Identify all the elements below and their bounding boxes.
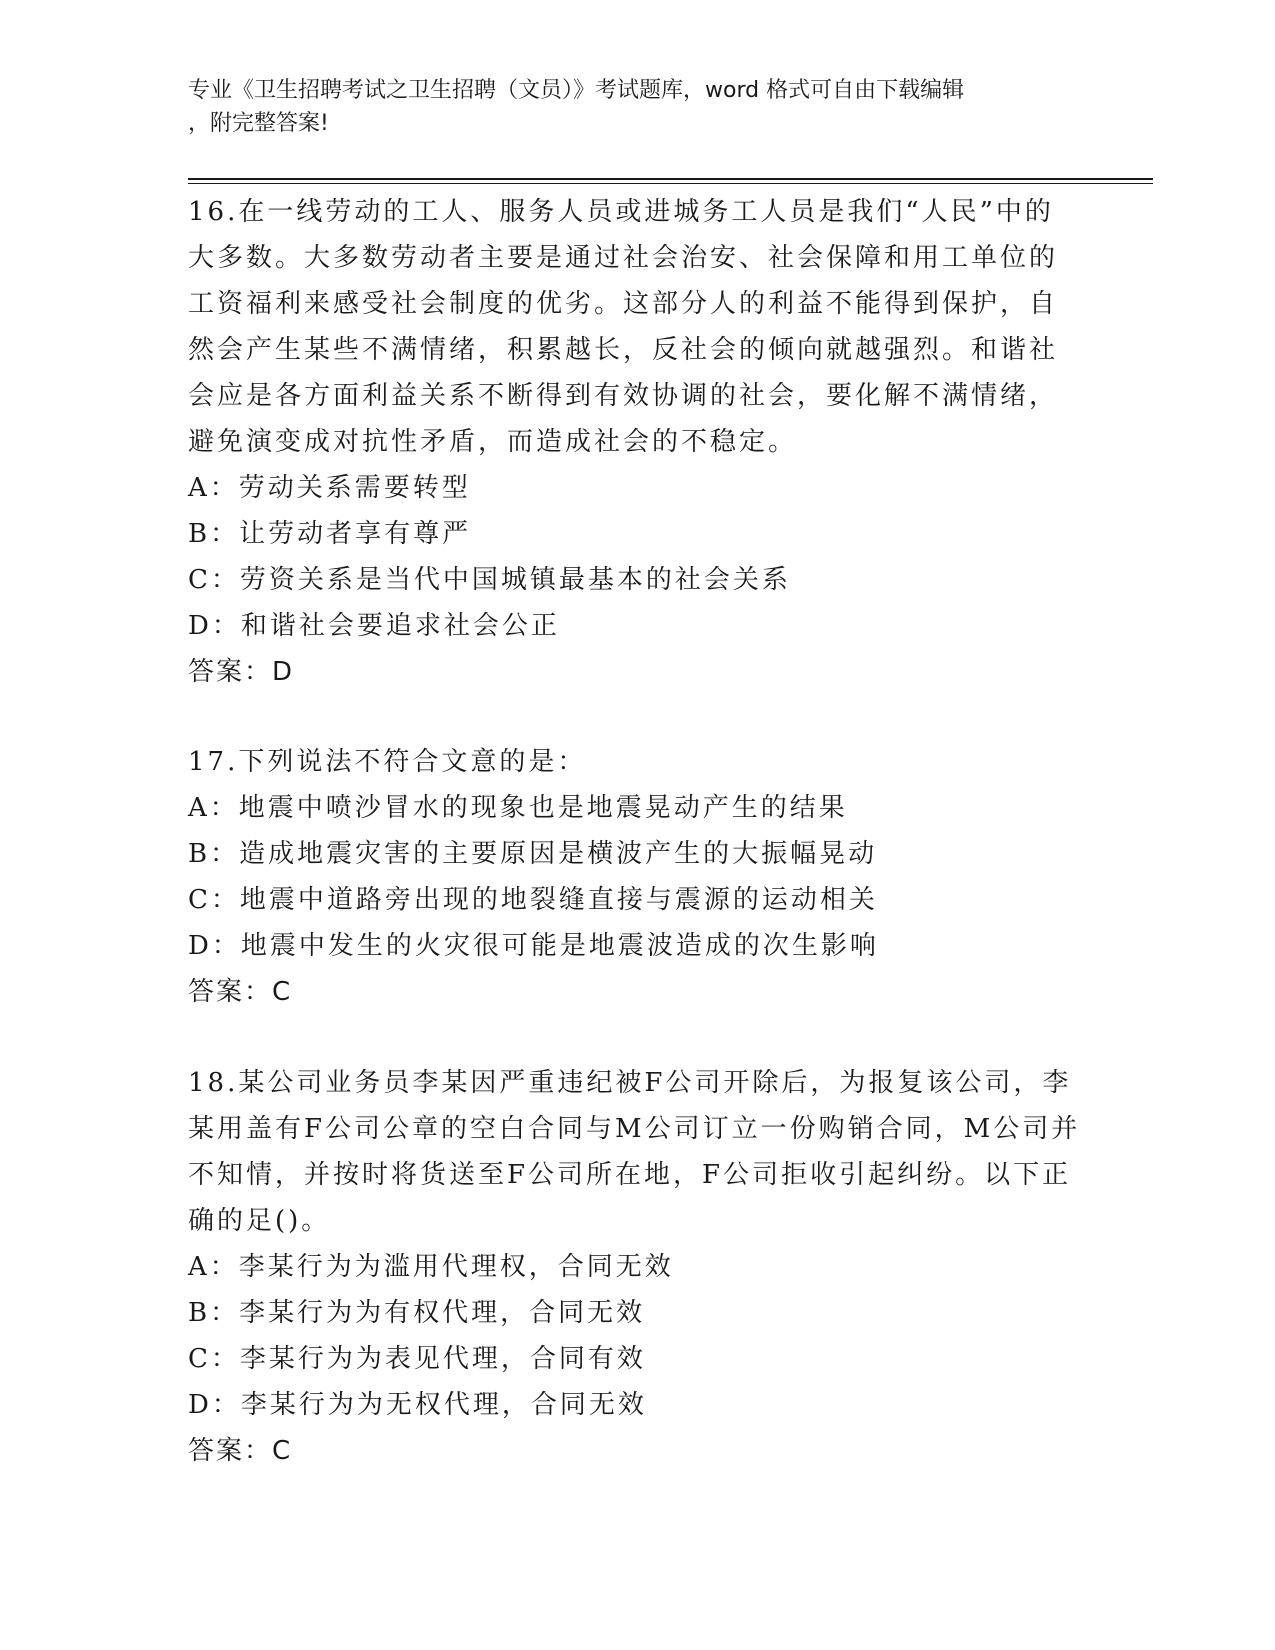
question-16-answer: 答案：D xyxy=(188,657,295,687)
question-16-option-d: D：和谐社会要追求社会公正 xyxy=(188,611,560,641)
question-list xyxy=(188,189,1088,1474)
question-16-option-a: A：劳动关系需要转型 xyxy=(188,473,471,503)
question-16 xyxy=(188,189,1088,695)
question-16-option-b: B：让劳动者享有尊严 xyxy=(188,519,472,549)
question-17-option-a: A：地震中喷沙冒水的现象也是地震晃动产生的结果 xyxy=(188,793,848,823)
question-17-stem-line: 17.下列说法不符合文意的是： xyxy=(188,747,587,777)
question-18-option-b: B：李某行为为有权代理，合同无效 xyxy=(188,1298,646,1328)
document-header xyxy=(188,74,1088,140)
question-17-answer: 答案：C xyxy=(188,977,293,1007)
question-16-stem-line: 工资福利来感受社会制度的优劣。这部分人的利益不能得到保护，自 xyxy=(188,289,1059,319)
question-18-stem-line: 确的足()。 xyxy=(188,1206,331,1236)
question-16-stem-line: 大多数。大多数劳动者主要是通过社会治安、社会保障和用工单位的 xyxy=(188,243,1059,273)
header-line-1: 专业《卫生招聘考试之卫生招聘（文员）》考试题库，word 格式可自由下载编辑 xyxy=(188,78,965,103)
question-16-stem-line: 避免演变成对抗性矛盾，而造成社会的不稳定。 xyxy=(188,427,798,457)
question-18-stem-line: 18.某公司业务员李某因严重违纪被F公司开除后，为报复该公司，李 xyxy=(188,1068,1072,1098)
question-18-option-c: C：李某行为为表见代理，合同有效 xyxy=(188,1344,646,1374)
header-divider-thick xyxy=(188,178,1153,180)
question-16-stem-line: 16.在一线劳动的工人、服务人员或进城务工人员是我们“人民”中的 xyxy=(188,197,1054,227)
question-16-stem-line: 会应是各方面利益关系不断得到有效协调的社会，要化解不满情绪， xyxy=(188,381,1059,411)
question-17-option-c: C：地震中道路旁出现的地裂缝直接与震源的运动相关 xyxy=(188,885,878,915)
question-18-option-d: D：李某行为为无权代理，合同无效 xyxy=(188,1390,647,1420)
question-17-option-d: D：地震中发生的火灾很可能是地震波造成的次生影响 xyxy=(188,931,879,961)
question-18-stem-line: 不知情，并按时将货送至F公司所在地，F公司拒收引起纠纷。以下正 xyxy=(188,1160,1072,1190)
question-18-answer: 答案：C xyxy=(188,1436,293,1466)
question-17 xyxy=(188,739,1088,1015)
question-18-stem-line: 某用盖有F公司公章的空白合同与M公司订立一份购销合同，M公司并 xyxy=(188,1114,1081,1144)
question-17-option-b: B：造成地震灾害的主要原因是横波产生的大振幅晃动 xyxy=(188,839,878,869)
question-16-option-c: C：劳资关系是当代中国城镇最基本的社会关系 xyxy=(188,565,791,595)
question-18 xyxy=(188,1060,1088,1474)
header-line-2: ，附完整答案! xyxy=(188,111,329,136)
header-divider-thin xyxy=(188,183,1153,184)
question-16-stem-line: 然会产生某些不满情绪，积累越长，反社会的倾向就越强烈。和谐社 xyxy=(188,335,1059,365)
question-18-option-a: A：李某行为为滥用代理权，合同无效 xyxy=(188,1252,674,1282)
